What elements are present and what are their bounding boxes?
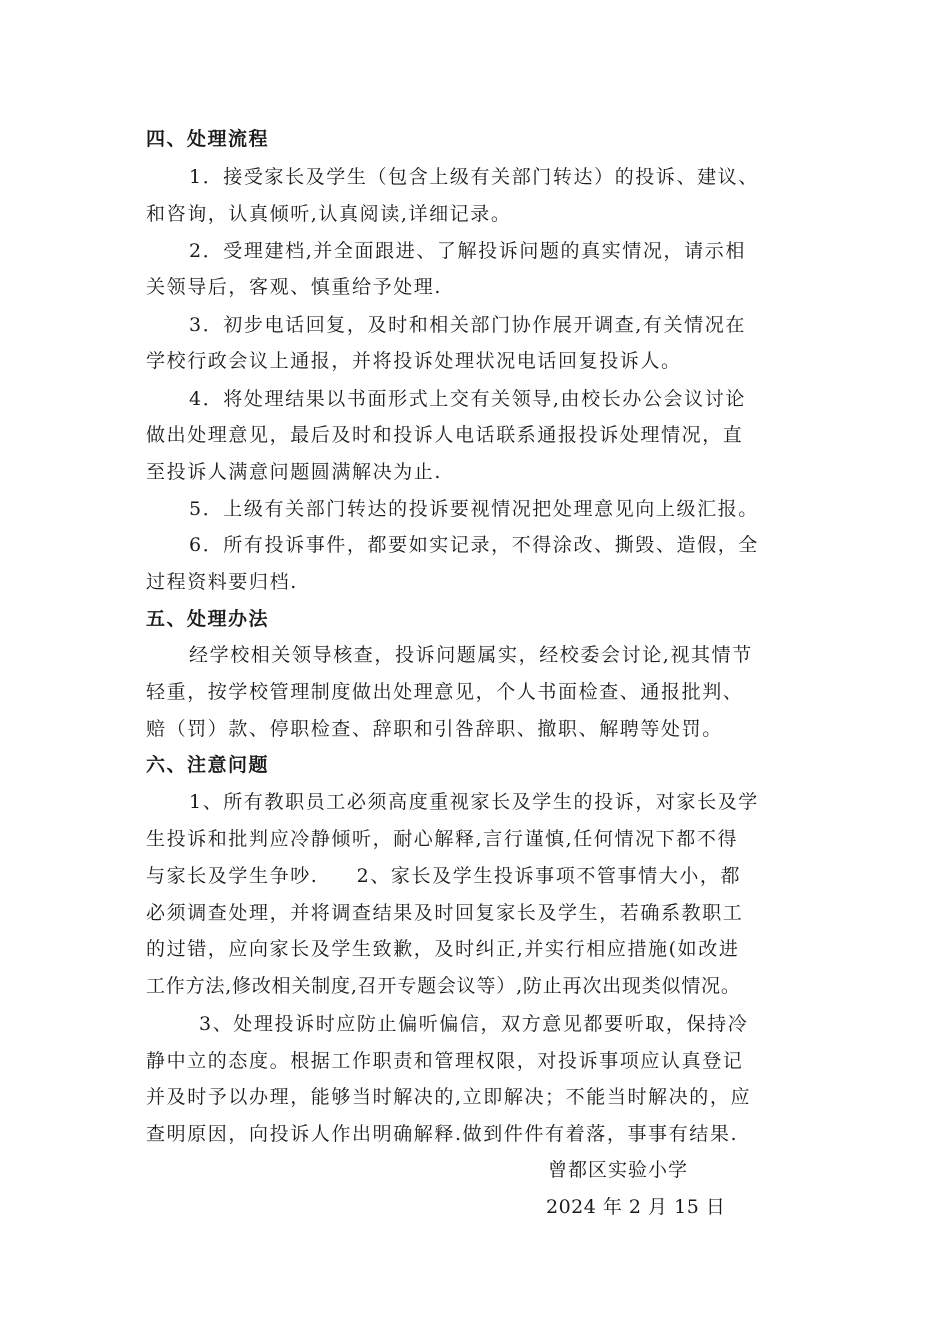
paragraph-line: 的过错，应向家长及学生致歉，及时纠正,并实行相应措施(如改进 <box>146 938 740 960</box>
section-heading-5: 五、处理办法 <box>146 608 270 630</box>
paragraph-line: 工作方法,修改相关制度,召开专题会议等）,防止再次出现类似情况。 <box>146 975 741 997</box>
paragraph-line: 与家长及学生争吵. 2、家长及学生投诉事项不管事情大小，都 <box>146 865 742 887</box>
paragraph-line: 轻重，按学校管理制度做出处理意见，个人书面检查、通报批判、 <box>146 681 744 703</box>
paragraph-line: 查明原因，向投诉人作出明确解释.做到件件有着落，事事有结果. <box>146 1123 739 1145</box>
paragraph-line: 1．接受家长及学生（包含上级有关部门转达）的投诉、建议、 <box>189 166 759 188</box>
paragraph-line: 5．上级有关部门转达的投诉要视情况把处理意见向上级汇报。 <box>189 498 759 520</box>
paragraph-line: 必须调查处理，并将调查结果及时回复家长及学生，若确系教职工 <box>146 902 744 924</box>
paragraph-line: 4．将处理结果以书面形式上交有关领导,由校长办公会议讨论 <box>189 388 746 410</box>
paragraph-line: 至投诉人满意问题圆满解决为止. <box>146 461 443 483</box>
paragraph-line: 过程资料要归档. <box>146 571 298 593</box>
paragraph-line: 1、所有教职员工必须高度重视家长及学生的投诉，对家长及学 <box>189 791 759 813</box>
signature-organization: 曾都区实验小学 <box>548 1159 689 1181</box>
section-heading-6: 六、注意问题 <box>146 754 270 776</box>
paragraph-line: 并及时予以办理，能够当时解决的,立即解决；不能当时解决的，应 <box>146 1086 752 1108</box>
signature-date: 2024 年 2 月 15 日 <box>546 1196 726 1218</box>
paragraph-line: 赔（罚）款、停职检查、辞职和引咎辞职、撤职、解聘等处罚。 <box>146 718 723 740</box>
paragraph-line: 2．受理建档,并全面跟进、了解投诉问题的真实情况，请示相 <box>189 240 746 262</box>
paragraph-line: 做出处理意见，最后及时和投诉人电话联系通报投诉处理情况，直 <box>146 424 744 446</box>
paragraph-line: 关领导后，客观、慎重给予处理. <box>146 276 443 298</box>
section-heading-4: 四、处理流程 <box>146 128 270 150</box>
paragraph-line: 静中立的态度。根据工作职责和管理权限，对投诉事项应认真登记 <box>146 1050 744 1072</box>
paragraph-line: 6．所有投诉事件，都要如实记录，不得涂改、撕毁、造假，全 <box>189 534 759 556</box>
paragraph-line: 和咨询，认真倾听,认真阅读,详细记录。 <box>146 203 512 225</box>
paragraph-line: 学校行政会议上通报，并将投诉处理状况电话回复投诉人。 <box>146 350 682 372</box>
paragraph-line: 生投诉和批判应冷静倾听，耐心解释,言行谨慎,任何情况下都不得 <box>146 828 739 850</box>
paragraph-line: 3、处理投诉时应防止偏听偏信，双方意见都要听取，保持冷 <box>199 1013 749 1035</box>
paragraph-line: 经学校相关领导核查，投诉问题属实，经校委会讨论,视其情节 <box>189 644 753 666</box>
paragraph-line: 3．初步电话回复，及时和相关部门协作展开调查,有关情况在 <box>189 314 746 336</box>
